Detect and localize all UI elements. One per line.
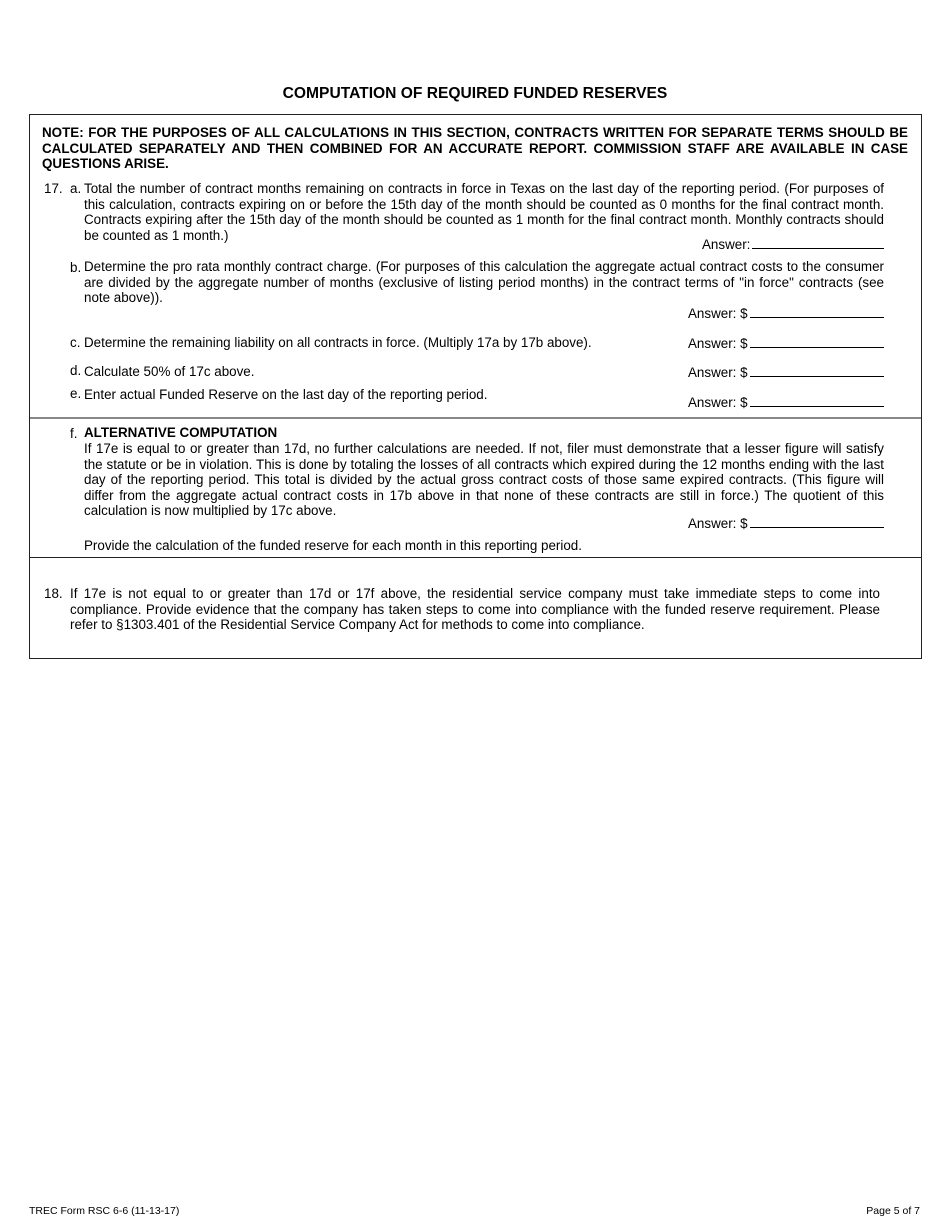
section-divider (30, 417, 921, 419)
answer-17b (688, 306, 884, 322)
answer-17f-label: Answer: $ (688, 516, 748, 531)
answer-17d-field[interactable] (750, 365, 884, 377)
answer-17e-field[interactable] (750, 395, 884, 407)
answer-17e-label: Answer: $ (688, 395, 748, 410)
item-17c-text: Determine the remaining liability on all contracts in force. (Multiply 17a by 17b above). (84, 335, 592, 350)
form-section (29, 114, 922, 659)
answer-17c (688, 336, 884, 352)
item-17b-text: Determine the pro rata monthly contract charge. (For purposes of this calculation the aggregate actual contract costs to the consumer are divided by the aggregate number of months (exclusive of listing period months) in the contract terms of "in force" contracts (see note above)). (84, 259, 884, 306)
item-17d-text: Calculate 50% of 17c above. (84, 364, 255, 379)
answer-17a-label: Answer: (702, 237, 751, 252)
answer-17a (702, 237, 884, 253)
answer-17c-label: Answer: $ (688, 336, 748, 351)
item-17e-text: Enter actual Funded Reserve on the last day of the reporting period. (84, 387, 488, 402)
page-number: Page 5 of 7 (866, 1205, 920, 1217)
answer-17d-label: Answer: $ (688, 365, 748, 380)
page-title: COMPUTATION OF REQUIRED FUNDED RESERVES (282, 85, 668, 102)
item-17f-text: If 17e is equal to or greater than 17d, no further calculations are needed. If not, filer must demonstrate that a lesser figure will satisfy the statute or be in violation. This is done by totaling the losses of all contracts which expired during the 12 months ending with the last day of the reporting period. This total is divided by the actual gross contract costs of those same expired contracts. (This figure will differ from the aggregate actual contract costs in 17b above in that none of these contracts are still in force.) The quotient of this calculation is now multiplied by 17c above. (84, 441, 884, 519)
item-17-number: 17. (44, 181, 63, 196)
alternative-computation-heading: ALTERNATIVE COMPUTATION (84, 425, 278, 440)
answer-17f-field[interactable] (750, 516, 884, 528)
item-17d-label: d. (70, 363, 82, 378)
answer-17a-field[interactable] (752, 237, 884, 249)
item-17a-label: a. (70, 181, 82, 196)
item-18-number: 18. (44, 586, 63, 601)
answer-17e (688, 395, 884, 411)
item-17f-provide: Provide the calculation of the funded reserve for each month in this reporting period. (84, 538, 582, 553)
calculation-note: NOTE: FOR THE PURPOSES OF ALL CALCULATIONS IN THIS SECTION, CONTRACTS WRITTEN FOR SEPARATE TERMS SHOULD BE CALCULATED SEPARATELY AND THEN COMBINED FOR AN ACCURATE REPORT. COMMISSION STAFF ARE AVAILABLE IN CASE QUESTIONS ARISE. (42, 125, 908, 172)
answer-17f (688, 516, 884, 532)
item-17c-label: c. (70, 335, 81, 350)
item-17b-label: b. (70, 260, 82, 275)
item-17f-label: f. (70, 426, 78, 441)
answer-17b-label: Answer: $ (688, 306, 748, 321)
item-17a-text: Total the number of contract months remaining on contracts in force in Texas on the last day of the reporting period. (For purposes of this calculation, contracts expiring on or before the 15th day of the month should be counted as 0 months for the final contract month. Contracts expiring after the 15th day of the month should be counted as 1 month for the final contract month. Monthly contracts should be counted as 1 month.) (84, 181, 884, 243)
answer-17b-field[interactable] (750, 306, 884, 318)
answer-17c-field[interactable] (750, 336, 884, 348)
item-17e-label: e. (70, 386, 82, 401)
section-divider (30, 557, 921, 558)
form-identifier: TREC Form RSC 6-6 (11-13-17) (29, 1205, 180, 1217)
item-18-text: If 17e is not equal to or greater than 17d or 17f above, the residential service company must take immediate steps to come into compliance. Provide evidence that the company has taken steps to come into compliance with the funded reserve requirement. Please refer to §1303.401 of the Residential Service Company Act for methods to come into compliance. (70, 586, 880, 633)
answer-17d (688, 365, 884, 381)
